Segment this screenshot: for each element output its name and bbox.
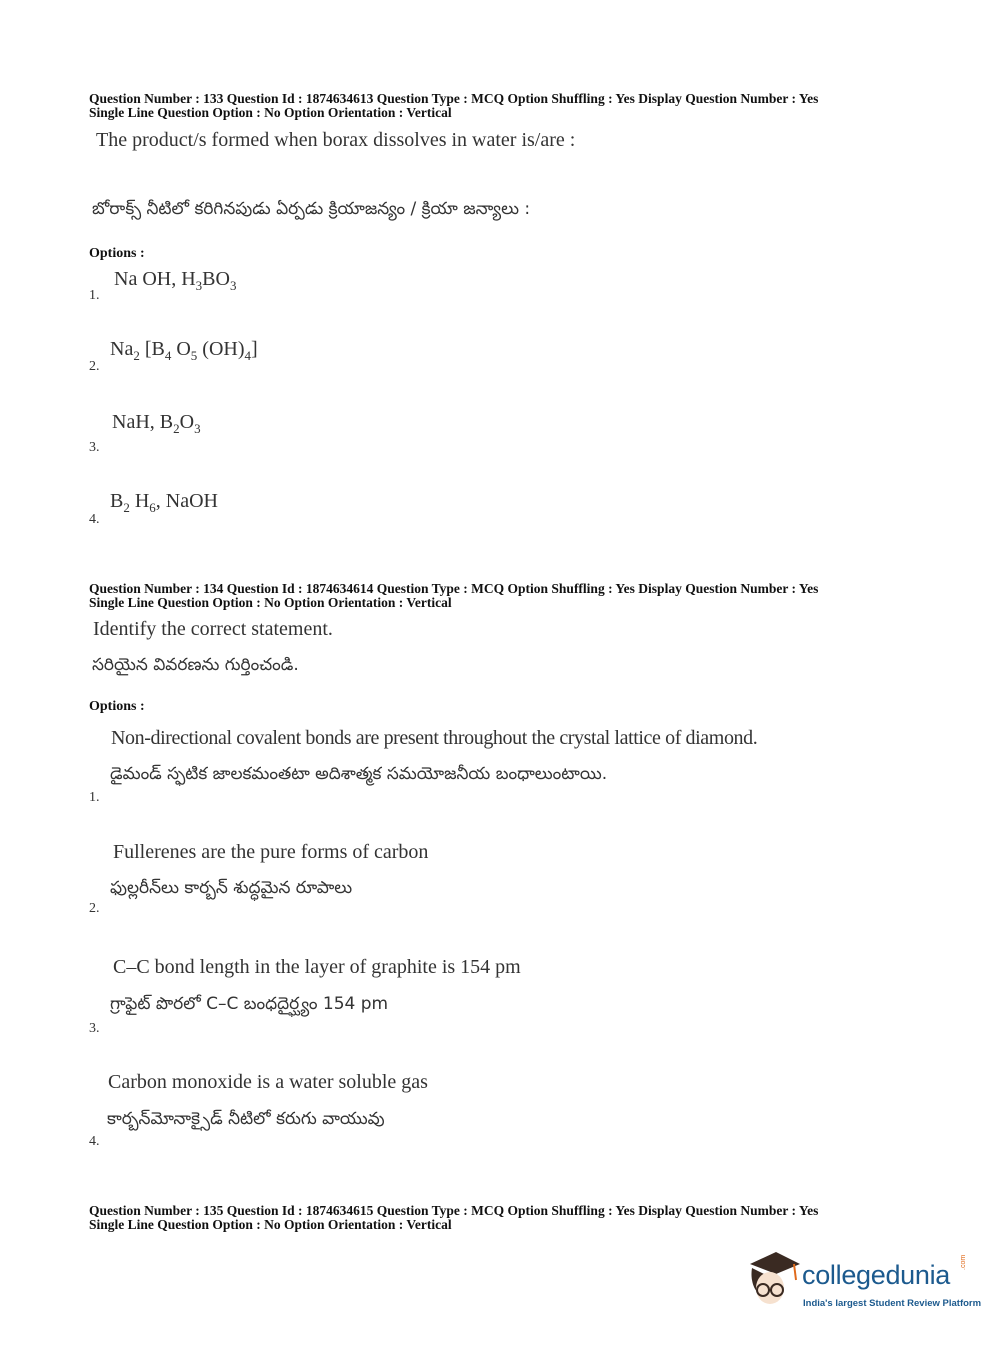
q133-meta-line1: Question Number : 133 Question Id : 1874634613 Question Type : MCQ Option Shuffling : Yes Display Question Number : Yes <box>89 91 819 106</box>
q135-meta-line1: Question Number : 135 Question Id : 1874634615 Question Type : MCQ Option Shuffling : Yes Display Question Number : Yes <box>89 1203 819 1218</box>
q133-meta-line2: Single Line Question Option : No Option Orientation : Vertical <box>89 105 452 120</box>
q133-option-4-text: $B_2$ $H_6$, NaOH <box>110 490 219 515</box>
q134-option-4-english: Carbon monoxide is a water soluble gas <box>108 1071 428 1093</box>
q134-option-2-english: Fullerenes are the pure forms of carbon <box>113 841 429 863</box>
logo-domain-suffix: .com <box>960 1254 967 1270</box>
q134-options-label: Options : <box>89 699 145 714</box>
q134-meta-line1: Question Number : 134 Question Id : 1874634614 Question Type : MCQ Option Shuffling : Yes Display Question Number : Yes <box>89 581 819 596</box>
q133-option-2-text: $Na_2$ [$B_4$ $O_5$ $(OH)_4$] <box>110 338 258 363</box>
q135-meta-line2: Single Line Question Option : No Option Orientation : Vertical <box>89 1217 452 1232</box>
q134-text-english: Identify the correct statement. <box>93 618 333 640</box>
collegedunia-logo <box>742 1250 982 1312</box>
q133-option-2-number: 2. <box>89 359 100 374</box>
q134-option-1-telugu: డైమండ్ స్ఫటిక జాలకమంతటా అదిశాత్మక సమయోజనీయ బంధాలుంటాయి. <box>110 764 608 784</box>
q134-option-2-number: 2. <box>89 901 100 916</box>
q133-text-telugu: బోరాక్స్ నీటిలో కరిగినపుడు ఏర్పడు క్రియాజన్యం / క్రియా జన్యాలు : <box>92 199 531 219</box>
q133-option-4-number: 4. <box>89 512 100 527</box>
q133-option-1-text: Na OH, $H_3BO_3$ <box>114 268 237 293</box>
q134-option-1-number: 1. <box>89 790 100 805</box>
q133-text-english: The product/s formed when borax dissolves in water is/are : <box>96 129 576 151</box>
q134-option-2-telugu: ఫుల్లరీన్‌లు కార్బన్ శుద్ధమైన రూపాలు <box>110 878 353 898</box>
q134-option-4-number: 4. <box>89 1134 100 1149</box>
logo-wordmark: collegedunia <box>802 1260 951 1290</box>
q134-text-telugu: సరియైన వివరణను గుర్తించండి. <box>92 655 299 675</box>
logo-tagline: India's largest Student Review Platform <box>803 1298 982 1309</box>
q134-option-3-telugu: గ్రాఫైట్ పొరలో C–C బంధదైర్ఘ్యం 154 pm <box>110 994 389 1014</box>
q134-option-3-english: C–C bond length in the layer of graphite is 154 pm <box>113 956 521 978</box>
q134-option-1-english: Non-directional covalent bonds are present throughout the crystal lattice of diamond. <box>111 727 758 749</box>
q133-option-3-number: 3. <box>89 440 100 455</box>
q133-option-3-text: NaH, $B_2O_3$ <box>112 411 201 436</box>
q134-meta-line2: Single Line Question Option : No Option Orientation : Vertical <box>89 595 452 610</box>
q133-option-1-number: 1. <box>89 288 100 303</box>
q133-options-label: Options : <box>89 246 145 261</box>
mascot-icon <box>742 1250 802 1312</box>
q134-option-3-number: 3. <box>89 1021 100 1036</box>
q134-option-4-telugu: కార్బన్‌మోనాక్సైడ్ నీటిలో కరుగు వాయువు <box>107 1109 385 1129</box>
